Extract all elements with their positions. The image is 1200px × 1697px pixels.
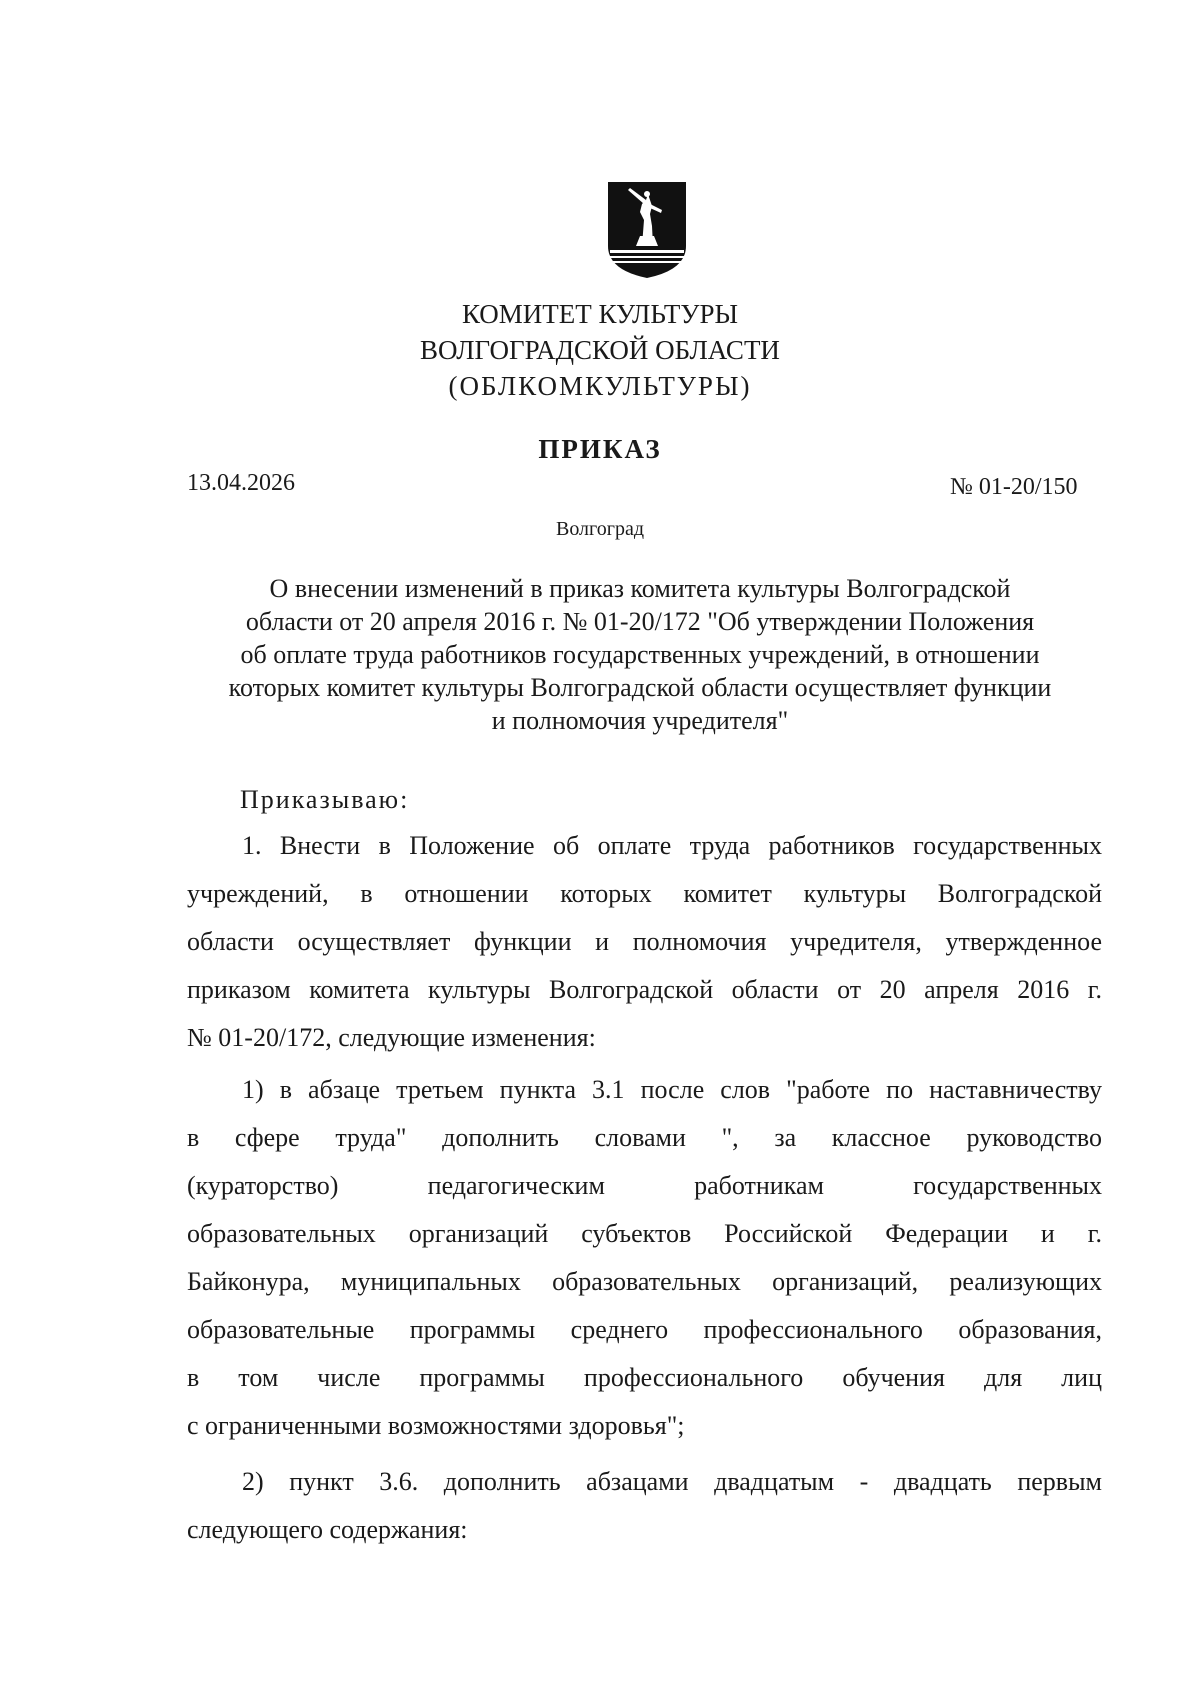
org-name-line-2: ВОЛГОГРАДСКОЙ ОБЛАСТИ [420, 335, 780, 365]
paragraph-1 [187, 822, 1102, 1062]
doc-date: 13.04.2026 [187, 470, 295, 496]
subject-line: О внесении изменений в приказ комитета культуры Волгоградской [269, 574, 1011, 603]
org-name-line-1: КОМИТЕТ КУЛЬТУРЫ [461, 299, 739, 329]
paragraph-3 [187, 1458, 1102, 1554]
order-word: Приказываю: [240, 785, 410, 814]
body-line: с ограниченными возможностями здоровья"; [187, 1411, 685, 1440]
body-line: (кураторство) педагогическим работникам государственных [187, 1171, 1102, 1200]
doc-number: № 01-20/150 [950, 474, 1078, 500]
body-line: приказом комитета культуры Волгоградской области от 20 апреля 2016 г. [187, 975, 1102, 1004]
body-line: образовательные программы среднего профессионального образования, [187, 1315, 1102, 1344]
doc-city: Волгоград [555, 518, 645, 540]
body-line: в том числе программы профессионального обучения для лиц [187, 1363, 1102, 1392]
body-line: 2) пункт 3.6. дополнить абзацами двадцатым - двадцать первым [242, 1467, 1102, 1496]
volgograd-coat-of-arms-icon [606, 180, 688, 280]
body-line: образовательных организаций субъектов Российской Федерации и г. [187, 1219, 1102, 1248]
body-line: следующего содержания: [187, 1515, 468, 1544]
subject-line: которых комитет культуры Волгоградской области осуществляет функции [228, 673, 1052, 702]
subject-line: области от 20 апреля 2016 г. № 01-20/172 "Об утверждении Положения [245, 607, 1035, 636]
subject-line: и полномочия учредителя" [491, 706, 789, 735]
doc-subject [170, 572, 1110, 737]
subject-line: об оплате труда работников государственных учреждений, в отношении [240, 640, 1040, 669]
body-line: Байконура, муниципальных образовательных организаций, реализующих [187, 1267, 1102, 1296]
body-line: 1) в абзаце третьем пункта 3.1 после слов "работе по наставничеству [242, 1075, 1102, 1104]
paragraph-2 [187, 1066, 1102, 1450]
body-line: области осуществляет функции и полномочия учредителя, утвержденное [187, 927, 1102, 956]
body-line: учреждений, в отношении которых комитет культуры Волгоградской [187, 879, 1102, 908]
org-abbreviation: (ОБЛКОМКУЛЬТУРЫ) [448, 371, 752, 401]
body-line: 1. Внести в Положение об оплате труда работников государственных [242, 831, 1102, 860]
body-line: в сфере труда" дополнить словами ", за классное руководство [187, 1123, 1102, 1152]
doc-type-title: ПРИКАЗ [538, 434, 662, 464]
body-line: № 01-20/172, следующие изменения: [187, 1023, 596, 1052]
